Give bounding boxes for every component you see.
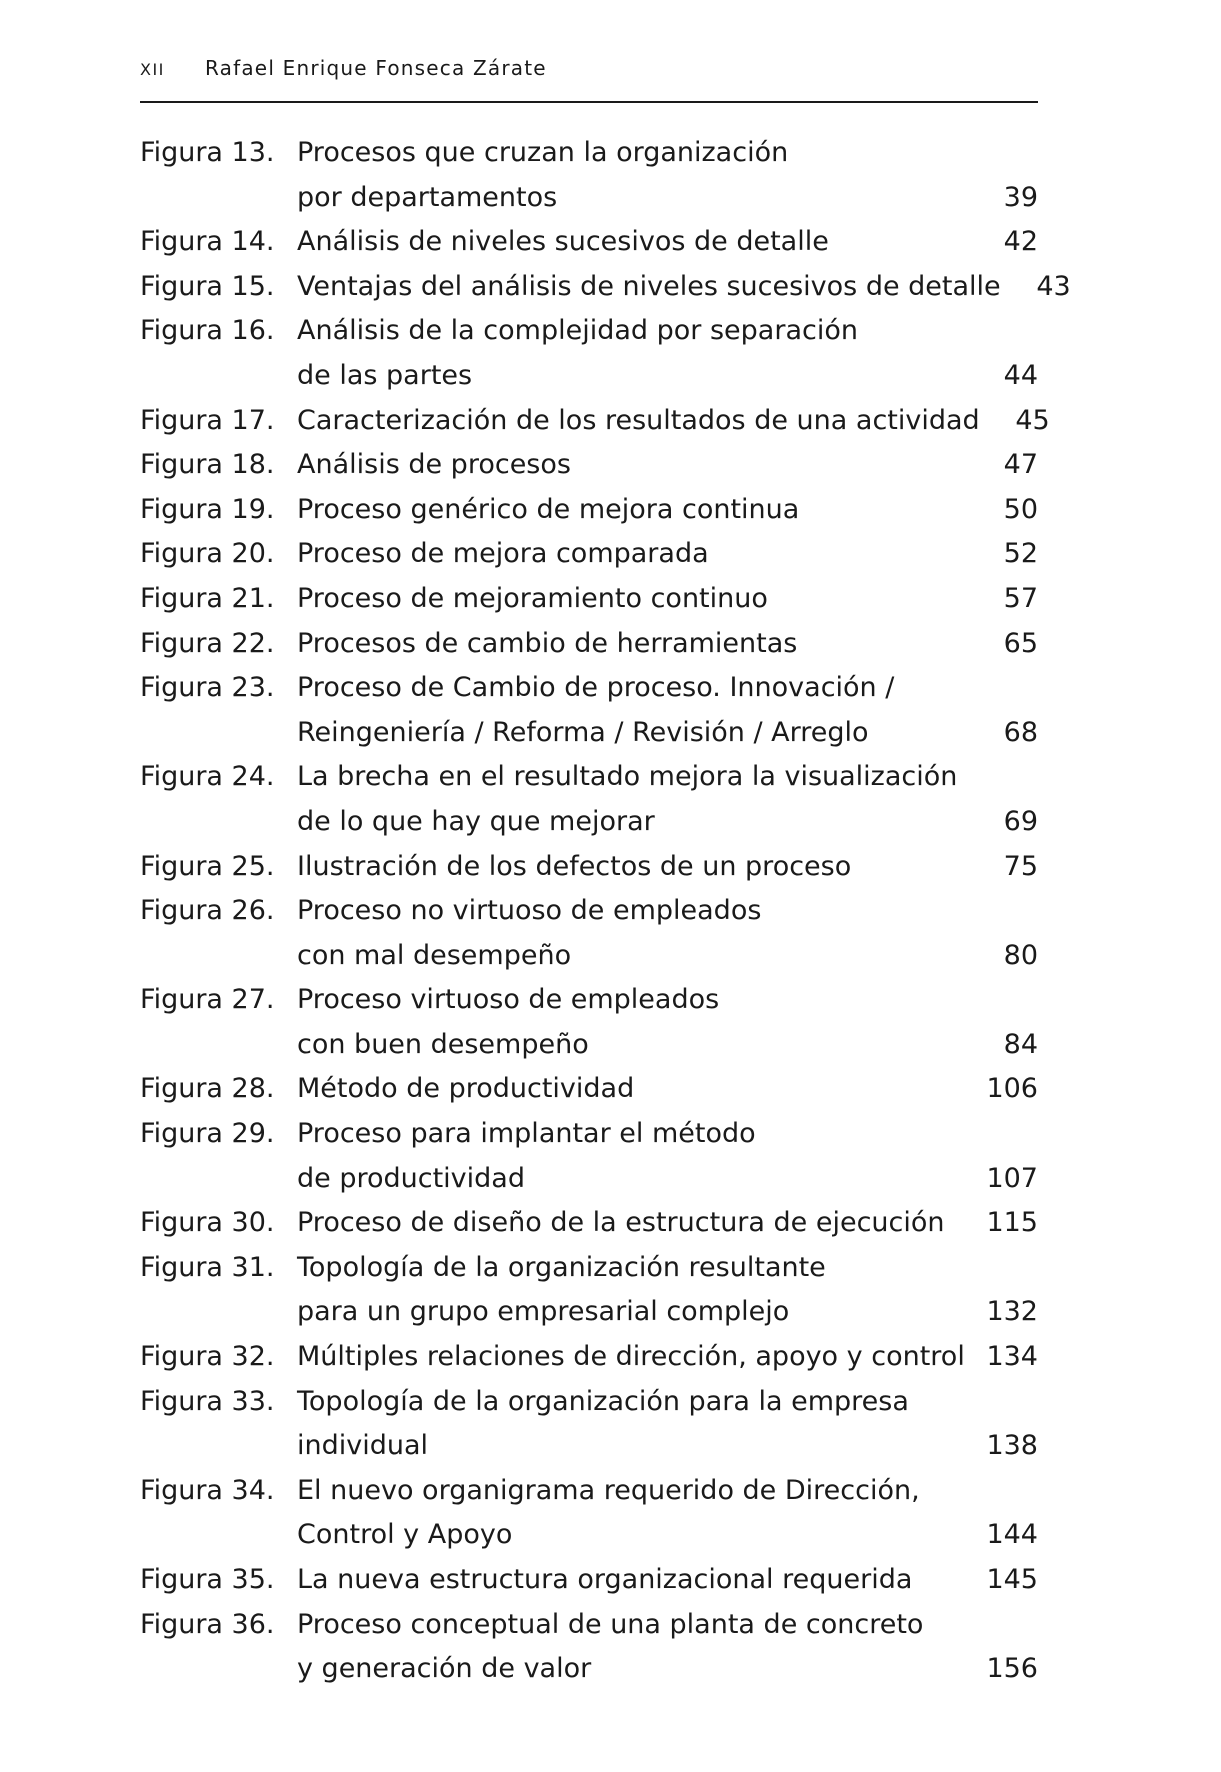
figure-title-line: Procesos de cambio de herramientas — [297, 627, 798, 659]
figure-page-number: 80 — [1003, 939, 1038, 971]
figure-entry — [140, 622, 1038, 667]
figure-page-number: 84 — [1003, 1028, 1038, 1060]
figure-label: Figura 32. — [140, 1341, 275, 1373]
figure-label: Figura 21. — [140, 582, 275, 614]
figure-page-number: 106 — [986, 1073, 1038, 1105]
figure-label: Figura 36. — [140, 1608, 275, 1640]
figure-title-line: de productividad — [297, 1162, 525, 1194]
figure-title-line: Ilustración de los defectos de un proceso — [297, 850, 852, 882]
figure-title — [297, 399, 980, 444]
figure-entry — [140, 1246, 1038, 1335]
figure-title-line: y generación de valor — [297, 1653, 592, 1685]
figure-title-line: Reingeniería / Reforma / Revisión / Arreglo — [297, 716, 869, 748]
figure-label: Figura 35. — [140, 1564, 275, 1595]
running-header — [140, 56, 1038, 88]
figure-title-line: Múltiples relaciones de dirección, apoyo y control — [297, 1341, 965, 1373]
figure-entry — [140, 1558, 1038, 1603]
figure-title-line: para un grupo empresarial complejo — [297, 1296, 790, 1328]
header-rule — [140, 101, 1038, 103]
figure-title-line: La brecha en el resultado mejora la visualización — [297, 761, 958, 793]
figure-title-line: Control y Apoyo — [297, 1519, 513, 1551]
figure-title-line: de las partes — [297, 359, 473, 391]
figure-title-line: por departamentos — [297, 181, 558, 213]
figure-title — [297, 978, 968, 1067]
figure-page-number: 144 — [986, 1519, 1038, 1551]
figure-page-number: 132 — [986, 1296, 1038, 1328]
figure-title-line: individual — [297, 1430, 429, 1462]
figure-title — [297, 443, 968, 488]
figure-title — [297, 577, 968, 622]
figure-title-line: Procesos que cruzan la organización — [297, 137, 789, 168]
figure-title-line: Proceso genérico de mejora continua — [297, 493, 800, 525]
figure-title-line: Proceso no virtuoso de empleados — [297, 895, 762, 927]
figure-entry — [140, 1603, 1038, 1692]
figure-entry — [140, 1201, 1038, 1246]
figure-title-line: Ventajas del análisis de niveles sucesivos de detalle — [297, 270, 1001, 302]
figure-entry — [140, 1112, 1038, 1201]
figure-label: Figura 20. — [140, 538, 275, 570]
figure-label: Figura 15. — [140, 270, 275, 302]
figure-entry — [140, 755, 1038, 844]
figure-title — [297, 845, 968, 890]
figure-title-line: Análisis de la complejidad por separación — [297, 315, 858, 347]
figure-title-line: Proceso de mejoramiento continuo — [297, 582, 768, 614]
figure-title-line: con buen desempeño — [297, 1028, 589, 1060]
figure-title — [297, 1558, 968, 1603]
figure-label: Figura 23. — [140, 672, 275, 704]
figure-title — [297, 666, 968, 755]
figure-title-line: La nueva estructura organizacional requerida — [297, 1564, 913, 1595]
figure-title-line: Proceso virtuoso de empleados — [297, 984, 720, 1016]
figure-label: Figura 16. — [140, 315, 275, 347]
figure-entry — [140, 1469, 1038, 1558]
figure-label: Figura 24. — [140, 761, 275, 793]
figure-page-number: 43 — [1036, 270, 1071, 302]
figure-title — [297, 889, 968, 978]
figure-title — [297, 131, 968, 220]
figure-entry — [140, 265, 1071, 310]
figure-title — [297, 1335, 968, 1380]
figure-entry — [140, 1067, 1038, 1112]
figure-entry — [140, 845, 1038, 890]
figure-title-line: Método de productividad — [297, 1073, 635, 1105]
figure-title — [297, 1201, 968, 1246]
figure-page-number: 115 — [986, 1207, 1038, 1239]
figure-label: Figura 29. — [140, 1118, 275, 1150]
figure-entry — [140, 1335, 1038, 1380]
figure-label: Figura 25. — [140, 850, 275, 882]
figure-entry — [140, 532, 1038, 577]
figure-entry — [140, 443, 1038, 488]
figure-entry — [140, 577, 1038, 622]
figure-page-number: 156 — [986, 1653, 1038, 1685]
figure-label: Figura 19. — [140, 493, 275, 525]
figure-title-line: Proceso de mejora comparada — [297, 538, 709, 570]
figure-label: Figura 31. — [140, 1251, 275, 1283]
figure-label: Figura 26. — [140, 895, 275, 927]
figure-label: Figura 30. — [140, 1207, 275, 1239]
figure-entry — [140, 889, 1038, 978]
figure-title-line: Proceso de Cambio de proceso. Innovación / — [297, 672, 895, 704]
figure-title-line: Topología de la organización para la empresa — [297, 1385, 909, 1417]
figure-title-line: con mal desempeño — [297, 939, 572, 971]
figure-page-number: 44 — [1003, 359, 1038, 391]
figure-title — [297, 309, 968, 398]
figure-page-number: 42 — [1003, 226, 1038, 258]
figure-label: Figura 22. — [140, 627, 275, 659]
figure-label: Figura 14. — [140, 226, 275, 258]
figure-title — [297, 755, 968, 844]
figure-entry — [140, 220, 1038, 265]
figure-title-line: Topología de la organización resultante — [297, 1251, 826, 1283]
figure-title-line: Proceso conceptual de una planta de concreto — [297, 1608, 924, 1640]
figure-page-number: 47 — [1003, 449, 1038, 481]
figure-page-number: 39 — [1003, 181, 1038, 213]
running-header-author: Rafael Enrique Fonseca Zárate — [205, 56, 547, 80]
figure-page-number: 134 — [986, 1341, 1038, 1373]
figure-title — [297, 488, 968, 533]
figure-title-line: de lo que hay que mejorar — [297, 805, 655, 837]
figure-page-number: 52 — [1003, 538, 1038, 570]
figure-title — [297, 1067, 968, 1112]
figure-title — [297, 1380, 968, 1469]
figure-page-number: 69 — [1003, 805, 1038, 837]
figure-entry — [140, 1380, 1038, 1469]
figure-title — [297, 1603, 968, 1692]
figure-entry — [140, 309, 1038, 398]
figure-title-line: Proceso para implantar el método — [297, 1118, 756, 1150]
figure-page-number: 50 — [1003, 493, 1038, 525]
figure-page-number: 75 — [1003, 850, 1038, 882]
figure-title — [297, 532, 968, 577]
figure-entry — [140, 488, 1038, 533]
figure-title-line: El nuevo organigrama requerido de Dirección, — [297, 1474, 920, 1506]
list-of-figures — [140, 131, 1071, 1692]
page-number: XII — [140, 60, 165, 79]
figure-entry — [140, 131, 1038, 220]
figure-entry — [140, 666, 1038, 755]
figure-entry — [140, 978, 1038, 1067]
figure-label: Figura 34. — [140, 1474, 275, 1506]
figure-page-number: 57 — [1003, 582, 1038, 614]
figure-title-line: Caracterización de los resultados de una actividad — [297, 404, 980, 436]
figure-label: Figura 18. — [140, 449, 275, 481]
figure-page-number: 68 — [1003, 716, 1038, 748]
figure-label: Figura 33. — [140, 1385, 275, 1417]
figure-label: Figura 17. — [140, 404, 275, 436]
figure-title-line: Proceso de diseño de la estructura de ejecución — [297, 1207, 945, 1239]
figure-label: Figura 27. — [140, 984, 275, 1016]
figure-title — [297, 622, 968, 667]
figure-title — [297, 220, 968, 265]
figure-title — [297, 1469, 968, 1558]
figure-page-number: 45 — [1015, 404, 1050, 436]
figure-title-line: Análisis de niveles sucesivos de detalle — [297, 226, 829, 258]
figure-page-number: 138 — [986, 1430, 1038, 1462]
figure-page-number: 107 — [986, 1162, 1038, 1194]
figure-title — [297, 1112, 968, 1201]
figure-entry — [140, 399, 1050, 444]
figure-title-line: Análisis de procesos — [297, 449, 571, 481]
figure-label: Figura 13. — [140, 137, 275, 168]
figure-title — [297, 265, 1001, 310]
figure-title — [297, 1246, 968, 1335]
figure-page-number: 145 — [986, 1564, 1038, 1595]
figure-label: Figura 28. — [140, 1073, 275, 1105]
figure-page-number: 65 — [1003, 627, 1038, 659]
